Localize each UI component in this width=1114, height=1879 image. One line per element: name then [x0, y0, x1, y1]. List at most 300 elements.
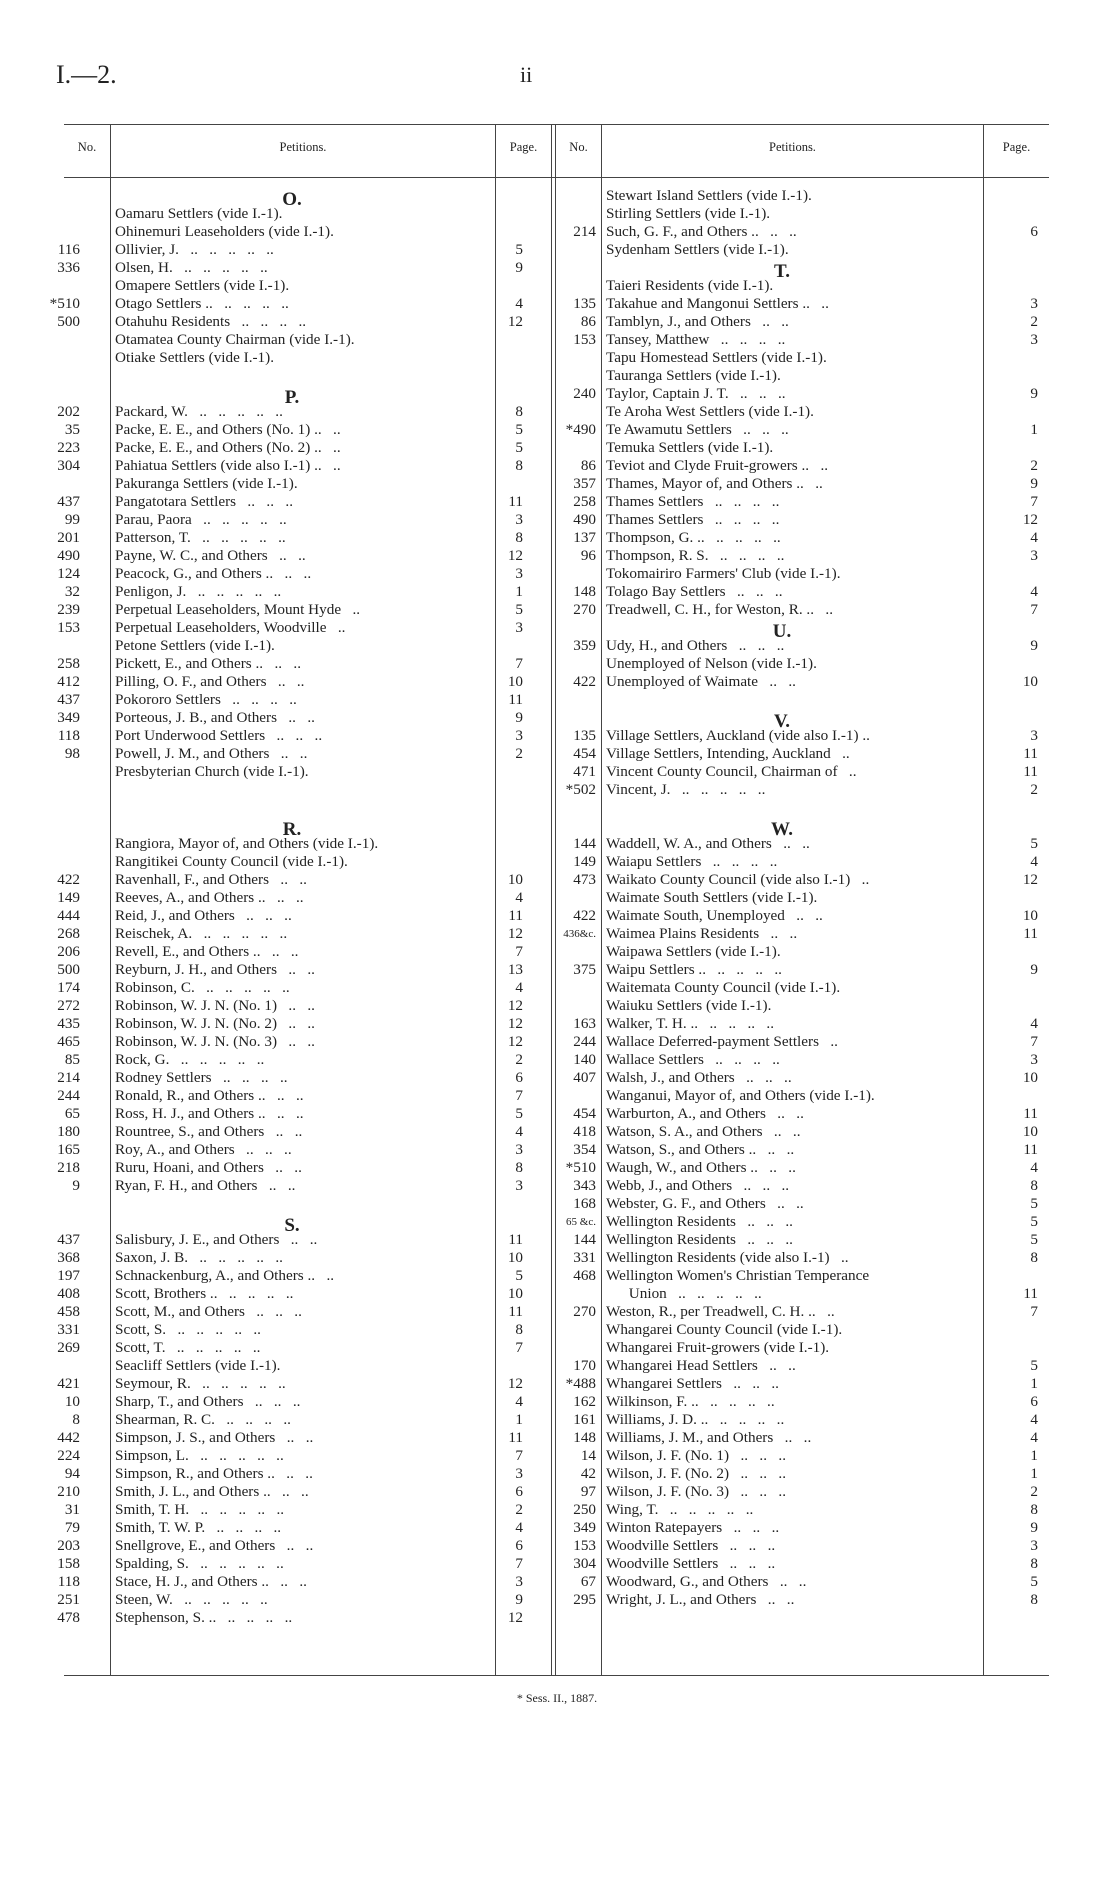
petition-name: Treadwell, C. H., for Weston, R. .. ..: [606, 601, 834, 618]
petition-row: [550, 871, 1050, 889]
petition-row: [40, 547, 540, 565]
petition-number: 250: [573, 1501, 596, 1518]
petition-name: Revell, E., and Others .. .. ..: [115, 943, 299, 960]
petition-name: Taylor, Captain J. T. .. .. ..: [606, 385, 786, 402]
petition-name: Whangarei County Council (vide I.-1).: [606, 1321, 843, 1338]
petition-name: Spalding, S. .. .. .. .. ..: [115, 1555, 284, 1572]
petition-name: Reischek, A. .. .. .. .. ..: [115, 925, 288, 942]
petition-name: Wanganui, Mayor of, and Others (vide I.-1).: [606, 1087, 875, 1104]
petition-name: Smith, T. H. .. .. .. .. ..: [115, 1501, 285, 1518]
petition-row: [40, 1501, 540, 1519]
petition-name: Pokororo Settlers .. .. .. ..: [115, 691, 297, 708]
petition-number: 272: [57, 997, 80, 1014]
petition-row: [40, 1231, 540, 1249]
petition-name: Waipu Settlers .. .. .. .. ..: [606, 961, 782, 978]
page-ref: 10: [507, 871, 523, 888]
petition-row: [40, 601, 540, 619]
page-ref: 8: [1030, 1555, 1038, 1572]
petition-row: [40, 1609, 540, 1627]
petition-number: 436&c.: [563, 928, 596, 940]
petition-number: 500: [57, 313, 80, 330]
petition-number: 148: [573, 583, 596, 600]
petition-name: Thompson, G. .. .. .. .. ..: [606, 529, 781, 546]
petition-name: Robinson, W. J. N. (No. 2) .. ..: [115, 1015, 315, 1032]
petition-name: Winton Ratepayers .. .. ..: [606, 1519, 780, 1536]
petition-row: [40, 349, 540, 367]
page-ref: 2: [1030, 313, 1038, 330]
petition-number: 490: [57, 547, 80, 564]
page-ref: 9: [1030, 961, 1038, 978]
petition-number: 118: [57, 727, 80, 744]
petition-name: Omapere Settlers (vide I.-1).: [115, 277, 290, 294]
petition-row: [40, 529, 540, 547]
petition-number: 354: [573, 1141, 596, 1158]
petition-number: 65: [64, 1105, 80, 1122]
petition-number: 331: [57, 1321, 80, 1338]
petition-row: [40, 1573, 540, 1591]
petition-row: [550, 853, 1050, 871]
petition-name: Rangitikei County Council (vide I.-1).: [115, 853, 348, 870]
petition-name: Oamaru Settlers (vide I.-1).: [115, 205, 283, 222]
page-ref: 1: [1030, 1447, 1038, 1464]
page-ref: 8: [1030, 1501, 1038, 1518]
petition-name: Waikato County Council (vide also I.-1) ..: [606, 871, 870, 888]
page-ref: 5: [1030, 1195, 1038, 1212]
petition-row: [40, 1519, 540, 1537]
footnote: * Sess. II., 1887.: [516, 1691, 598, 1705]
page-ref: 3: [515, 1465, 523, 1482]
page-ref: 3: [515, 727, 523, 744]
petition-name: Thames Settlers .. .. .. ..: [606, 511, 780, 528]
petition-name: Whangarei Fruit-growers (vide I.-1).: [606, 1339, 830, 1356]
petition-row: [550, 781, 1050, 799]
petition-name: Tamblyn, J., and Others .. ..: [606, 313, 789, 330]
petition-row: [40, 709, 540, 727]
petition-row: [40, 1267, 540, 1285]
petition-number: 67: [580, 1573, 596, 1590]
petition-row: [550, 1285, 1050, 1303]
petition-row: [550, 331, 1050, 349]
page-ref: 8: [515, 1321, 523, 1338]
petition-row: [40, 1339, 540, 1357]
petition-row: [550, 565, 1050, 583]
petition-row: [550, 1465, 1050, 1483]
petition-row: [550, 493, 1050, 511]
petition-number: 180: [57, 1123, 80, 1140]
petition-name: Waitemata County Council (vide I.-1).: [606, 979, 841, 996]
petition-number: 240: [573, 385, 596, 402]
petition-row: [550, 1231, 1050, 1249]
petition-name: Schnackenburg, A., and Others .. ..: [115, 1267, 335, 1284]
petition-number: 149: [57, 889, 80, 906]
petition-row: [40, 205, 540, 223]
page-ref: 7: [515, 1339, 523, 1356]
petition-number: 158: [57, 1555, 80, 1572]
petition-name: Porteous, J. B., and Others .. ..: [115, 709, 315, 726]
page-ref: 3: [1030, 1051, 1038, 1068]
petition-name: Woodville Settlers .. .. ..: [606, 1537, 776, 1554]
petition-row: [40, 1159, 540, 1177]
petition-name: Perpetual Leaseholders, Woodville ..: [115, 619, 346, 636]
petition-number: 407: [573, 1069, 596, 1086]
page-ref: 10: [507, 1249, 523, 1266]
page-ref: 11: [508, 1429, 523, 1446]
petition-number: 153: [573, 331, 596, 348]
petition-name: Powell, J. M., and Others .. ..: [115, 745, 308, 762]
petition-name: Packe, E. E., and Others (No. 2) .. ..: [115, 439, 341, 456]
petition-row: [550, 1213, 1050, 1231]
petition-row: [40, 511, 540, 529]
petition-number: 210: [57, 1483, 80, 1500]
petition-name: Temuka Settlers (vide I.-1).: [606, 439, 774, 456]
petition-name: Reeves, A., and Others .. .. ..: [115, 889, 304, 906]
petition-number: *488: [565, 1375, 596, 1392]
page-ref: 3: [515, 565, 523, 582]
petition-row: [550, 907, 1050, 925]
petition-number: 422: [573, 907, 596, 924]
page-ref: 1: [1030, 421, 1038, 438]
petition-number: 408: [57, 1285, 80, 1302]
page-ref: 11: [508, 1231, 523, 1248]
petition-row: [550, 1069, 1050, 1087]
petition-name: Tokomairiro Farmers' Club (vide I.-1).: [606, 565, 841, 582]
petition-name: Wallace Deferred-payment Settlers ..: [606, 1033, 838, 1050]
page-ref: 3: [1030, 331, 1038, 348]
petition-name: Thames, Mayor of, and Others .. ..: [606, 475, 823, 492]
page-ref: 11: [1023, 763, 1038, 780]
petition-number: 32: [64, 583, 80, 600]
petition-name: Wellington Residents .. .. ..: [606, 1213, 793, 1230]
petition-row: [40, 421, 540, 439]
page-ref: 3: [515, 1141, 523, 1158]
page-ref: 5: [1030, 1357, 1038, 1374]
page-ref: 13: [507, 961, 523, 978]
page-ref: 5: [1030, 1213, 1038, 1230]
petition-name: Rodney Settlers .. .. .. ..: [115, 1069, 288, 1086]
section-heading: R.: [282, 819, 302, 840]
petition-row: [40, 1393, 540, 1411]
petition-row: [550, 1105, 1050, 1123]
page-ref: 12: [507, 925, 523, 942]
petition-number: 85: [64, 1051, 80, 1068]
petition-name: Otago Settlers .. .. .. .. ..: [115, 295, 289, 312]
petition-name: Waugh, W., and Others .. .. ..: [606, 1159, 796, 1176]
page-ref: 12: [507, 997, 523, 1014]
petition-number: 258: [57, 655, 80, 672]
petition-row: [550, 1447, 1050, 1465]
petition-number: 10: [64, 1393, 80, 1410]
petition-row: [40, 1177, 540, 1195]
petition-name: Wellington Women's Christian Temperance: [606, 1267, 870, 1284]
petition-row: [550, 727, 1050, 745]
page-ref: 4: [1030, 1159, 1038, 1176]
petition-row: [550, 1483, 1050, 1501]
petition-row: [550, 1051, 1050, 1069]
petition-row: [40, 1285, 540, 1303]
petition-name: Wellington Residents .. .. ..: [606, 1231, 793, 1248]
petition-name: Steen, W. .. .. .. .. ..: [115, 1591, 268, 1608]
page-ref: 5: [515, 1267, 523, 1284]
petition-row: [40, 1465, 540, 1483]
petition-number: 458: [57, 1303, 80, 1320]
petition-name: Otiake Settlers (vide I.-1).: [115, 349, 274, 366]
page-ref: 10: [507, 673, 523, 690]
petition-row: [550, 835, 1050, 853]
petition-row: [40, 1123, 540, 1141]
petition-row: [40, 1537, 540, 1555]
petition-row: [40, 619, 540, 637]
petition-number: 124: [57, 565, 80, 582]
petition-number: 98: [64, 745, 80, 762]
petition-row: [550, 889, 1050, 907]
petition-name: Unemployed of Nelson (vide I.-1).: [606, 655, 817, 672]
page-ref: 2: [515, 745, 523, 762]
petition-number: 343: [573, 1177, 596, 1194]
page-ref: 3: [515, 1573, 523, 1590]
petition-row: [550, 1015, 1050, 1033]
page-ref: 6: [515, 1537, 523, 1554]
page-ref: 9: [1030, 385, 1038, 402]
page-ref: 5: [1030, 835, 1038, 852]
page-ref: 9: [1030, 1519, 1038, 1536]
section-heading: P.: [284, 387, 300, 408]
page-ref: 8: [1030, 1177, 1038, 1194]
page-ref: 10: [507, 1285, 523, 1302]
petition-name: Reyburn, J. H., and Others .. ..: [115, 961, 315, 978]
petition-name: Walsh, J., and Others .. .. ..: [606, 1069, 792, 1086]
petition-name: Tolago Bay Settlers .. .. ..: [606, 583, 783, 600]
section-heading: S.: [284, 1215, 300, 1236]
petition-name: Walker, T. H. .. .. .. .. ..: [606, 1015, 775, 1032]
petition-row: [550, 601, 1050, 619]
petition-row: [550, 349, 1050, 367]
petition-name: Peacock, G., and Others .. .. ..: [115, 565, 312, 582]
petition-number: 218: [57, 1159, 80, 1176]
petition-name: Pilling, O. F., and Others .. ..: [115, 673, 305, 690]
petition-row: [40, 1447, 540, 1465]
page-ref: 8: [1030, 1591, 1038, 1608]
petition-name: Patterson, T. .. .. .. .. ..: [115, 529, 286, 546]
petition-name: Waimate South, Unemployed .. ..: [606, 907, 823, 924]
petition-name: Tauranga Settlers (vide I.-1).: [606, 367, 781, 384]
petition-row: [40, 1105, 540, 1123]
petition-row: [40, 313, 540, 331]
page-ref: 2: [1030, 1483, 1038, 1500]
petition-name: Wilson, J. F. (No. 1) .. .. ..: [606, 1447, 787, 1464]
page-number: ii: [520, 62, 533, 87]
petition-name: Takahue and Mangonui Settlers .. ..: [606, 295, 829, 312]
petition-row: [40, 493, 540, 511]
page-ref: 10: [1022, 1069, 1038, 1086]
petition-row: [550, 223, 1050, 241]
petition-number: 258: [573, 493, 596, 510]
petition-name: Ryan, F. H., and Others .. ..: [115, 1177, 296, 1194]
petition-row: [40, 403, 540, 421]
petition-number: 161: [573, 1411, 596, 1428]
petition-row: [550, 1339, 1050, 1357]
petition-row: [550, 1159, 1050, 1177]
petition-row: [550, 421, 1050, 439]
petition-number: 206: [57, 943, 80, 960]
left-no-header: No.: [77, 140, 97, 154]
petition-name: Te Awamutu Settlers .. .. ..: [606, 421, 789, 438]
petition-name: Union .. .. .. .. ..: [606, 1285, 762, 1302]
top-rule: [64, 124, 1049, 125]
petition-name: Shearman, R. C. .. .. .. ..: [115, 1411, 291, 1428]
petition-name: Wing, T. .. .. .. .. ..: [606, 1501, 754, 1518]
petition-name: Stewart Island Settlers (vide I.-1).: [606, 187, 812, 204]
page-ref: 8: [515, 457, 523, 474]
petition-row: [550, 295, 1050, 313]
page-ref: 12: [507, 1033, 523, 1050]
petition-row: [550, 277, 1050, 295]
page-ref: 5: [515, 601, 523, 618]
page-ref: 7: [1030, 1033, 1038, 1050]
petition-name: Such, G. F., and Others .. .. ..: [606, 223, 797, 240]
petition-number: 197: [57, 1267, 80, 1284]
right-petitions-header: Petitions.: [769, 140, 816, 154]
petition-number: 14: [580, 1447, 596, 1464]
page-ref: 12: [507, 1375, 523, 1392]
petition-number: 135: [573, 295, 596, 312]
petition-row: [550, 655, 1050, 673]
petition-name: Robinson, C. .. .. .. .. ..: [115, 979, 290, 996]
petition-name: Ohinemuri Leaseholders (vide I.-1).: [115, 223, 334, 240]
petition-name: Ruru, Hoani, and Others .. ..: [115, 1159, 302, 1176]
petition-number: 239: [57, 601, 80, 618]
petition-number: 349: [57, 709, 80, 726]
page-ref: 11: [508, 1303, 523, 1320]
petition-number: 304: [57, 457, 80, 474]
petition-row: [40, 961, 540, 979]
petition-row: [40, 277, 540, 295]
petition-name: Watson, S., and Others .. .. ..: [606, 1141, 795, 1158]
petition-name: Village Settlers, Auckland (vide also I.-1) ..: [606, 727, 870, 744]
petition-name: Scott, M., and Others .. .. ..: [115, 1303, 302, 1320]
page-ref: 5: [515, 421, 523, 438]
page-ref: 11: [1023, 1105, 1038, 1122]
petition-name: Smith, J. L., and Others .. .. ..: [115, 1483, 309, 1500]
petition-number: *502: [565, 781, 596, 798]
petition-row: [550, 1591, 1050, 1609]
page-ref: 2: [515, 1051, 523, 1068]
page-ref: 7: [515, 1555, 523, 1572]
petition-row: [40, 925, 540, 943]
petition-name: Weston, R., per Treadwell, C. H. .. ..: [606, 1303, 835, 1320]
page-ref: 5: [515, 1105, 523, 1122]
page-ref: 11: [1023, 925, 1038, 942]
petition-row: [550, 637, 1050, 655]
page-ref: 3: [515, 619, 523, 636]
petition-row: [40, 583, 540, 601]
petition-number: 65 &c.: [566, 1216, 596, 1228]
page-ref: 8: [515, 403, 523, 420]
petition-number: 170: [573, 1357, 596, 1374]
petition-row: [550, 1555, 1050, 1573]
page-code: I.—2.: [56, 60, 117, 89]
page-ref: 7: [515, 943, 523, 960]
petition-row: [40, 1357, 540, 1375]
petition-row: [550, 763, 1050, 781]
petition-number: 304: [573, 1555, 596, 1572]
petition-number: 437: [57, 1231, 80, 1248]
page-ref: 7: [515, 655, 523, 672]
page-ref: 5: [515, 241, 523, 258]
petition-row: [550, 1537, 1050, 1555]
petition-row: [550, 1087, 1050, 1105]
petition-name: Thompson, R. S. .. .. .. ..: [606, 547, 785, 564]
petition-number: *510: [49, 295, 80, 312]
petition-name: Seacliff Settlers (vide I.-1).: [115, 1357, 281, 1374]
petition-row: [550, 1177, 1050, 1195]
petition-number: 468: [573, 1267, 596, 1284]
petition-name: Olsen, H. .. .. .. .. ..: [115, 259, 268, 276]
petition-name: Ross, H. J., and Others .. .. ..: [115, 1105, 304, 1122]
petition-name: Woodward, G., and Others .. ..: [606, 1573, 807, 1590]
page-ref: 12: [507, 1015, 523, 1032]
petition-row: [550, 943, 1050, 961]
petition-name: Simpson, R., and Others .. .. ..: [115, 1465, 313, 1482]
page-ref: 3: [515, 1177, 523, 1194]
petition-number: 202: [57, 403, 80, 420]
petition-row: [40, 1555, 540, 1573]
petition-name: Port Underwood Settlers .. .. ..: [115, 727, 323, 744]
petition-number: 473: [573, 871, 596, 888]
petition-name: Webster, G. F., and Others .. ..: [606, 1195, 804, 1212]
page-ref: 3: [515, 511, 523, 528]
petition-name: Otamatea County Chairman (vide I.-1).: [115, 331, 355, 348]
section-heading: V.: [773, 711, 791, 732]
petition-name: Rountree, S., and Others .. ..: [115, 1123, 303, 1140]
petition-number: 437: [57, 493, 80, 510]
petition-name: Saxon, J. B. .. .. .. .. ..: [115, 1249, 283, 1266]
petition-row: [40, 655, 540, 673]
page-ref: 8: [1030, 1249, 1038, 1266]
petition-row: [550, 241, 1050, 259]
page-ref: 8: [515, 1159, 523, 1176]
petition-number: 86: [580, 313, 596, 330]
page-ref: 12: [507, 547, 523, 564]
page-ref: 2: [515, 1501, 523, 1518]
petition-row: [550, 979, 1050, 997]
petition-name: Seymour, R. .. .. .. .. ..: [115, 1375, 286, 1392]
petition-number: 94: [64, 1465, 80, 1482]
page-ref: 5: [515, 439, 523, 456]
petition-row: [550, 673, 1050, 691]
page-ref: 6: [515, 1069, 523, 1086]
bottom-rule: [64, 1675, 1049, 1676]
petition-name: Wright, J. L., and Others .. ..: [606, 1591, 795, 1608]
petition-number: 349: [573, 1519, 596, 1536]
page-ref: 11: [508, 691, 523, 708]
petition-row: [550, 1375, 1050, 1393]
petition-number: 137: [573, 529, 596, 546]
petition-name: Woodville Settlers .. .. ..: [606, 1555, 776, 1572]
petition-row: [40, 889, 540, 907]
right-no-header: No.: [569, 140, 588, 154]
petition-row: [550, 457, 1050, 475]
petition-number: 96: [580, 547, 596, 564]
page-ref: 6: [1030, 1393, 1038, 1410]
petition-name: Waiapu Settlers .. .. .. ..: [606, 853, 778, 870]
petition-row: [40, 565, 540, 583]
page-ref: 4: [515, 295, 523, 312]
page-ref: 4: [515, 979, 523, 996]
petition-row: [40, 1249, 540, 1267]
petition-row: [40, 691, 540, 709]
petition-number: 214: [57, 1069, 80, 1086]
petition-number: 149: [573, 853, 596, 870]
